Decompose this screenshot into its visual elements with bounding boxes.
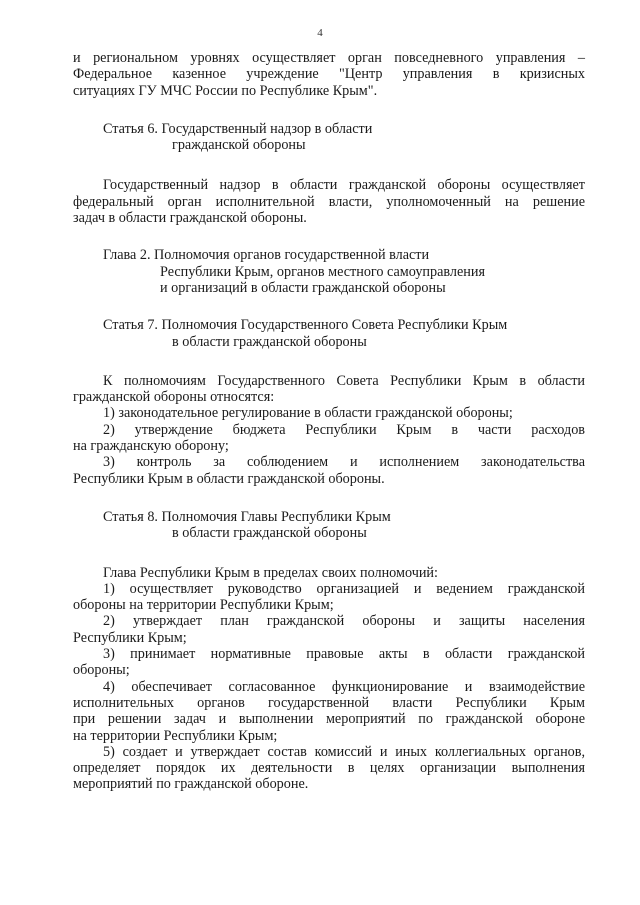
text-line: при решении задач и выполнении мероприятий по гражданской обороне <box>73 711 585 728</box>
heading-line: Статья 8. Полномочия Главы Республики Крым <box>103 508 391 525</box>
chapter-2-heading <box>73 247 585 296</box>
text-line: гражданской обороны относятся: <box>73 389 275 406</box>
list-item: 1) осуществляет руководство организацией и ведением гражданской <box>103 580 585 597</box>
intro-paragraph <box>73 50 585 99</box>
document-body <box>73 50 585 793</box>
list-item: 5) создает и утверждает состав комиссий и иных коллегиальных органов, <box>103 743 585 760</box>
text-line: определяет порядок их деятельности в целях организации выполнения <box>73 760 585 777</box>
heading-line: гражданской обороны <box>172 137 306 154</box>
text-line: Федеральное казенное учреждение "Центр управления в кризисных <box>73 66 585 83</box>
article-8-heading <box>73 509 585 542</box>
text-line: на территории Республики Крым; <box>73 727 278 744</box>
list-item: 4) обеспечивает согласованное функционирование и взаимодействие <box>103 678 585 695</box>
text-line: Республики Крым в области гражданской обороны. <box>73 470 385 487</box>
text-line: обороны на территории Республики Крым; <box>73 597 334 614</box>
list-item: 2) утверждение бюджета Республики Крым в части расходов <box>103 421 585 438</box>
heading-line: Глава 2. Полномочия органов государственной власти <box>103 247 430 264</box>
text-line: федеральный орган исполнительной власти, уполномоченный на решение <box>73 193 585 210</box>
article-7-body <box>73 373 585 487</box>
list-item: 3) принимает нормативные правовые акты в области гражданской <box>103 646 585 663</box>
text-line: ситуациях ГУ МЧС России по Республике Крым". <box>73 82 378 99</box>
text-line: задач в области гражданской обороны. <box>73 210 307 227</box>
heading-line: Республики Крым, органов местного самоуправления <box>160 263 486 280</box>
text-line: исполнительных органов государственной власти Республики Крым <box>73 694 585 711</box>
text-line: Республики Крым; <box>73 629 187 646</box>
text-line: К полномочиям Государственного Совета Республики Крым в области <box>103 372 585 389</box>
text-line: Государственный надзор в области гражданской обороны осуществляет <box>103 177 585 194</box>
heading-line: Статья 7. Полномочия Государственного Совета Республики Крым <box>103 317 508 334</box>
list-item: 2) утверждает план гражданской обороны и защиты населения <box>103 613 585 630</box>
text-line: и региональном уровнях осуществляет орган повседневного управления – <box>73 50 585 66</box>
heading-line: в области гражданской обороны <box>172 525 367 542</box>
text-line: Глава Республики Крым в пределах своих полномочий: <box>103 564 438 581</box>
heading-line: Статья 6. Государственный надзор в области <box>103 120 373 137</box>
article-6-heading <box>73 121 585 154</box>
article-7-heading <box>73 317 585 350</box>
list-item: 3) контроль за соблюдением и исполнением законодательства <box>103 454 585 471</box>
article-6-body <box>73 177 585 226</box>
page-number: 4 <box>317 27 323 39</box>
text-line: на гражданскую оборону; <box>73 438 229 455</box>
heading-line: и организаций в области гражданской обороны <box>160 279 446 296</box>
article-8-body <box>73 565 585 793</box>
heading-line: в области гражданской обороны <box>172 333 367 350</box>
list-item: 1) законодательное регулирование в области гражданской обороны; <box>103 405 513 422</box>
text-line: обороны; <box>73 662 130 679</box>
text-line: мероприятий по гражданской обороне. <box>73 776 309 793</box>
